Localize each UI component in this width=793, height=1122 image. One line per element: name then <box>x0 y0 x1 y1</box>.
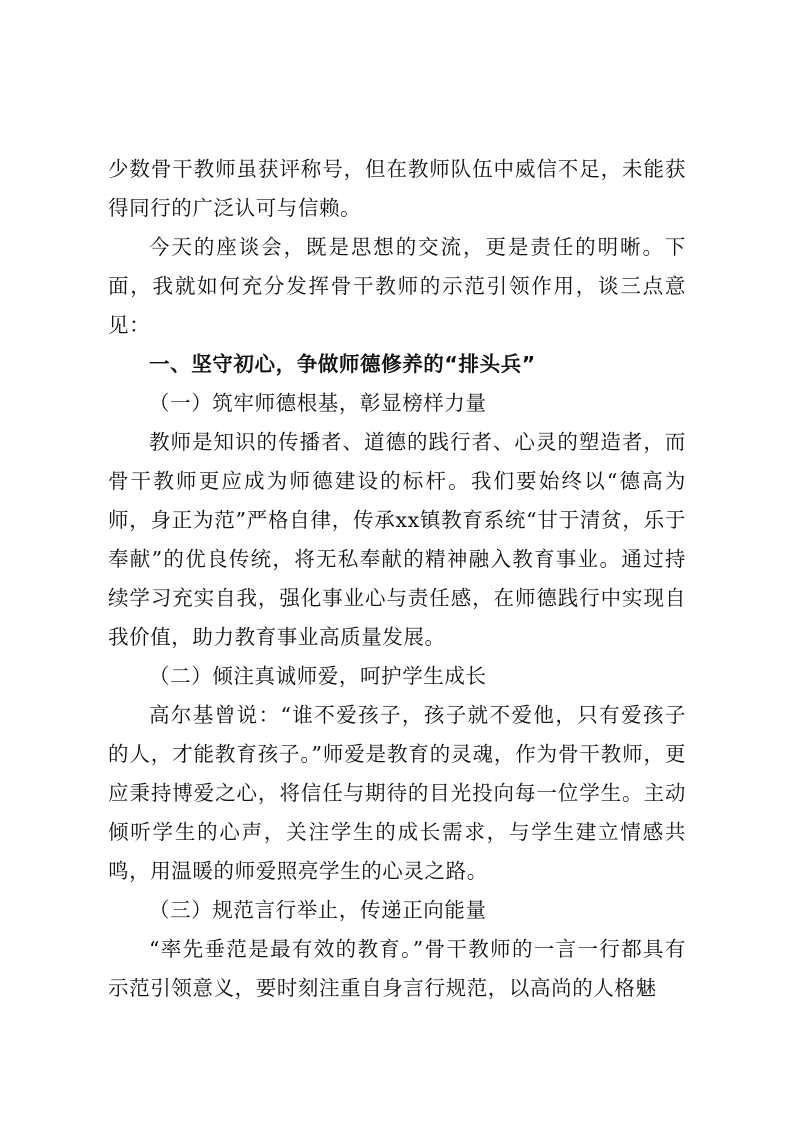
paragraph-love: 高尔基曾说：“谁不爱孩子，孩子就不爱他，只有爱孩子的人，才能教育孩子。”师爱是教育的灵魂，作为骨干教师，更应秉持博爱之心，将信任与期待的目光投向每一位学生。主动倾听学生的心声，关注学生的成长需求，与学生建立情感共鸣，用温暖的师爱照亮学生的心灵之路。 <box>108 703 686 883</box>
section-heading-1: 一、坚守初心，争做师德修养的“排头兵” <box>149 352 536 376</box>
paragraph-intro: 今天的座谈会，既是思想的交流，更是责任的明晰。下面，我就如何充分发挥骨干教师的示范引领作用，谈三点意见： <box>108 235 686 337</box>
subsection-heading-2: （二）倾注真诚师爱，呵护学生成长 <box>149 664 487 688</box>
paragraph-conduct: “率先垂范是最有效的教育。”骨干教师的一言一行都具有示范引领意义，要时刻注重自身言行规范，以高尚的人格魅 <box>108 937 686 1000</box>
document-page <box>108 150 686 1008</box>
paragraph-continued: 少数骨干教师虽获评称号，但在教师队伍中威信不足，未能获得同行的广泛认可与信赖。 <box>108 157 686 220</box>
paragraph-ethics: 教师是知识的传播者、道德的践行者、心灵的塑造者，而骨干教师更应成为师德建设的标杆。我们要始终以“德高为师，身正为范”严格自律，传承xx镇教育系统“甘于清贫，乐于奉献”的优良传统，将无私奉献的精神融入教育事业。通过持续学习充实自我，强化事业心与责任感，在师德践行中实现自我价值，助力教育事业高质量发展。 <box>108 430 686 649</box>
subsection-heading-1: （一）筑牢师德根基，彰显榜样力量 <box>149 391 487 415</box>
subsection-heading-3: （三）规范言行举止，传递正向能量 <box>149 898 487 922</box>
